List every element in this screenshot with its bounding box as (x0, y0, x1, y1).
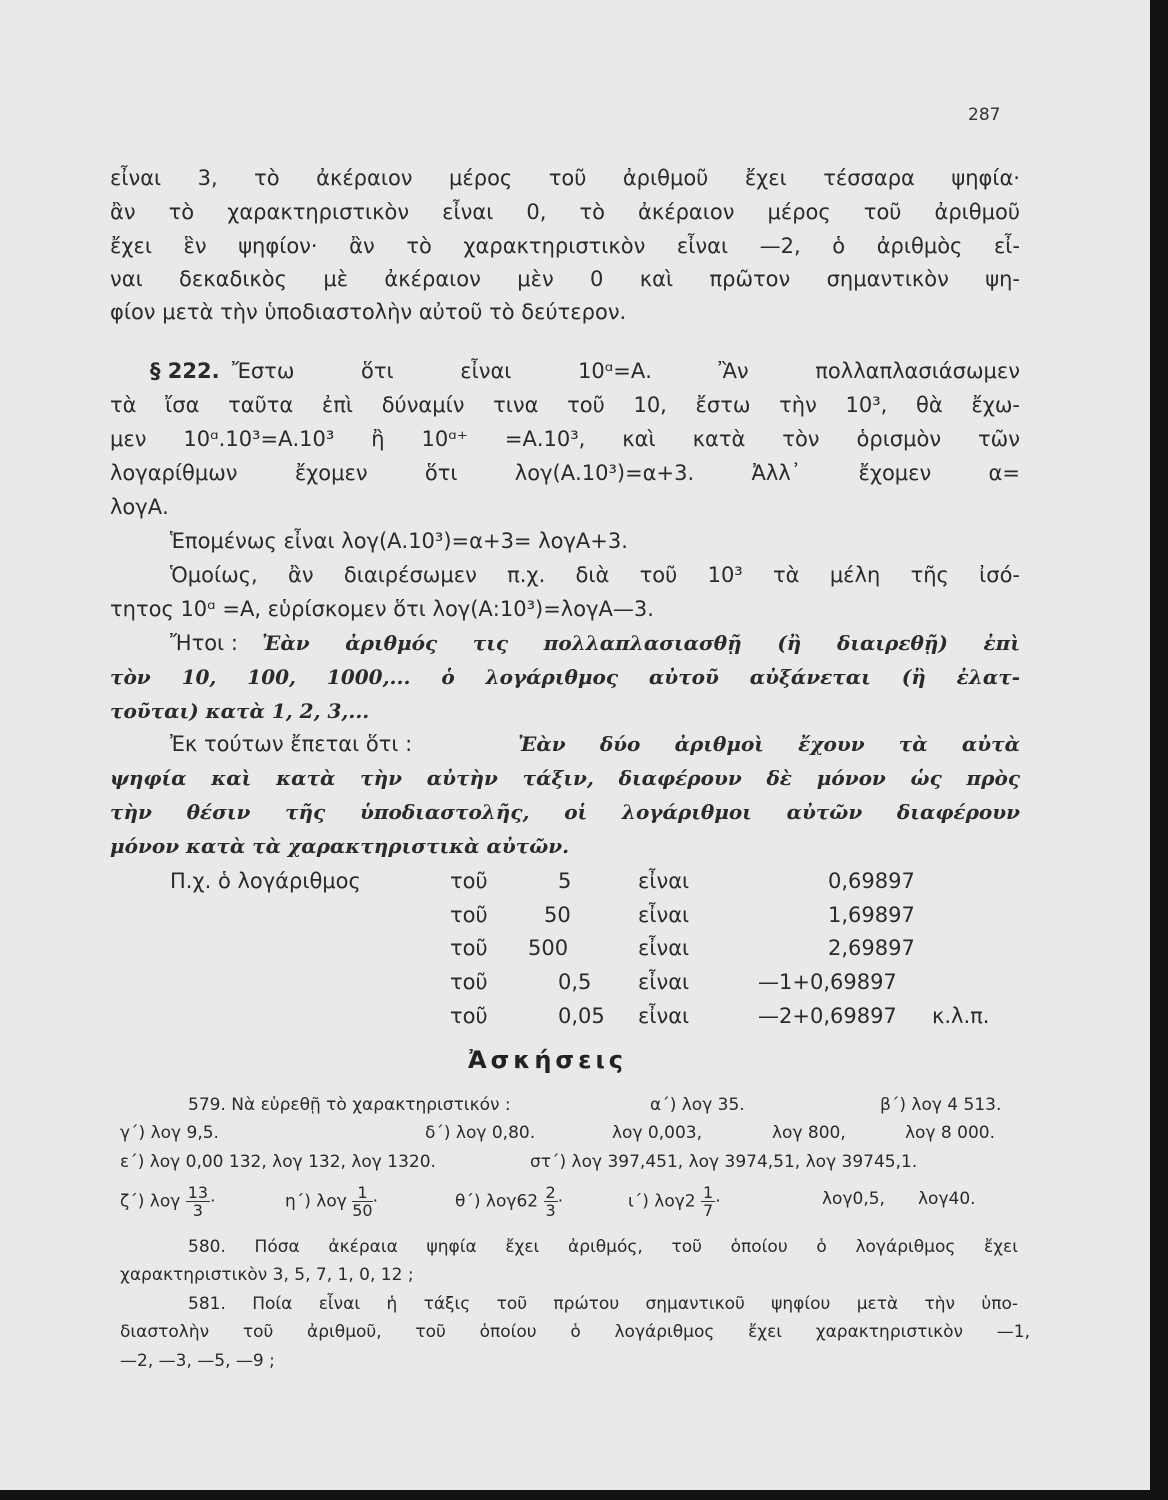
cell-einai: εἶναι (638, 970, 690, 994)
fraction (544, 1184, 558, 1219)
text-line: ἔχει ἓν ψηφίον· ἂν τὸ χαρακτηριστικὸν εἶναι —2, ὁ ἀριθμὸς εἶ- (110, 234, 1020, 258)
exercise-text: 581. Ποία εἶναι ἡ τάξις τοῦ πρώτου σημαντικοῦ ψηφίου μετὰ τὴν ὑπο- (188, 1294, 1018, 1314)
cell-number: 500 (528, 936, 569, 960)
denominator: 3 (545, 1201, 556, 1220)
text-line: ἂν τὸ χαρακτηριστικὸν εἶναι 0, τὸ ἀκέραιον μέρος τοῦ ἀριθμοῦ (110, 200, 1020, 224)
cell-einai: εἶναι (638, 903, 690, 927)
cell-value: 2,69897 (828, 936, 915, 960)
exercise-text: διαστολὴν τοῦ ἀριθμοῦ, τοῦ ὁποίου ὁ λογάριθμος ἔχει χαρακτηριστικὸν —1, (120, 1322, 1030, 1342)
scan-edge-bottom (0, 1490, 1168, 1500)
cell-einai: εἶναι (638, 869, 690, 893)
cell-value: 0,69897 (828, 869, 915, 893)
exercise-fraction-line: ζ΄) λογ $\frac{13}{3}$ · (120, 1183, 216, 1220)
cell-number: 50 (544, 903, 571, 927)
exercise-text: η΄) λογ (285, 1191, 347, 1212)
exercise-text: ζ΄) λογ (120, 1191, 181, 1212)
cell-extra: κ.λ.π. (932, 1004, 990, 1028)
rule-line: μόνον κατὰ τὰ χαρακτηριστικὰ αὐτῶν. (110, 834, 570, 858)
scan-edge-right (1150, 0, 1168, 1500)
rule-prefix: Ἐκ τούτων ἔπεται ὅτι : (170, 732, 413, 756)
section-label: § 222. (150, 359, 220, 383)
rule-line: τὸν 10, 100, 1000,... ὁ λογάριθμος αὐτοῦ αὐξάνεται (ἢ ἐλατ- (110, 665, 1020, 689)
cell-tou: τοῦ (450, 1004, 488, 1028)
cell-einai: εἶναι (638, 936, 690, 960)
rule-line: τὴν θέσιν τῆς ὑποδιαστολῆς, οἱ λογάριθμοι αὐτῶν διαφέρουν (110, 800, 1020, 824)
text-line: τὰ ἴσα ταῦτα ἐπὶ δύναμίν τινα τοῦ 10, ἔστω τὴν 10³, θὰ ἔχω- (110, 393, 1020, 417)
exercise-text: λογ 8 000. (905, 1123, 995, 1143)
exercise-text: 580. Πόσα ἀκέραια ψηφία ἔχει ἀριθμός, τοῦ ὁποίου ὁ λογάριθμος ἔχει (188, 1237, 1018, 1257)
rule-line: ψηφία καὶ κατὰ τὴν αὐτὴν τάξιν, διαφέρουν δὲ μόνον ὡς πρὸς (110, 766, 1020, 790)
cell-tou: τοῦ (450, 970, 488, 994)
rule-prefix: Ἤτοι : (170, 631, 238, 655)
table-intro: Π.χ. ὁ λογάριθμος (170, 869, 361, 893)
cell-tou: τοῦ (450, 869, 488, 893)
exercise-text: α΄) λογ 35. (650, 1095, 745, 1115)
cell-value: —1+0,69897 (758, 970, 897, 994)
text-line: λογαρίθμων ἔχομεν ὅτι λογ(Α.10³)=α+3. Ἀλλ᾽ ἔχομεν α= (110, 461, 1020, 485)
exercises-heading: Ἀσκήσεις (468, 1046, 628, 1074)
exercise-text: στ΄) λογ 397,451, λογ 3974,51, λογ 39745,1. (530, 1152, 918, 1172)
text-line: Ἑπομένως εἶναι λογ(Α.10³)=α+3= λογΑ+3. (170, 529, 628, 553)
rule-line: Ἐὰν ἀριθμός τις πολλαπλασιασθῇ (ἢ διαιρεθῇ) ἐπὶ (262, 631, 1020, 655)
exercise-text: β΄) λογ 4 513. (880, 1095, 1002, 1115)
exercise-text: —2, —3, —5, —9 ; (120, 1351, 275, 1371)
exercise-text: λογ 0,003, (612, 1123, 702, 1143)
cell-value: 1,69897 (828, 903, 915, 927)
rule-line: τοῦται) κατὰ 1, 2, 3,... (110, 699, 370, 723)
exercise-fraction-line: η΄) λογ $\frac{1}{50}$ · (285, 1183, 379, 1220)
exercise-text: 579. Νὰ εὑρεθῇ τὸ χαρακτηριστικόν : (188, 1095, 511, 1115)
cell-number: 0,05 (558, 1004, 605, 1028)
fraction (186, 1184, 210, 1219)
numerator: 13 (187, 1183, 209, 1202)
numerator: 1 (703, 1183, 714, 1202)
exercise-text: ι΄) λογ2 (628, 1191, 696, 1212)
cell-tou: τοῦ (450, 903, 488, 927)
denominator: 50 (352, 1201, 373, 1220)
exercise-text: ε΄) λογ 0,00 132, λογ 132, λογ 1320. (120, 1152, 436, 1172)
text-line: τητος 10ᵅ =Α, εὑρίσκομεν ὅτι λογ(Α:10³)=λογΑ—3. (110, 597, 654, 621)
cell-einai: εἶναι (638, 1004, 690, 1028)
text-line: Ἔστω ὅτι εἶναι 10ᵅ=Α. Ἂν πολλαπλασιάσωμεν (232, 359, 1020, 383)
numerator: 2 (545, 1183, 556, 1202)
text-line: μεν 10ᵅ.10³=Α.10³ ἢ 10ᵅ⁺ =Α.10³, καὶ κατὰ τὸν ὁρισμὸν τῶν (110, 427, 1020, 451)
exercise-fraction-line: θ΄) λογ62 $\frac{2}{3}$ · (455, 1183, 564, 1220)
text-line: εἶναι 3, τὸ ἀκέραιον μέρος τοῦ ἀριθμοῦ ἔχει τέσσαρα ψηφία· (110, 166, 1020, 190)
cell-number: 5 (558, 869, 572, 893)
cell-number: 0,5 (558, 970, 592, 994)
fraction (701, 1184, 715, 1219)
exercise-text: χαρακτηριστικὸν 3, 5, 7, 1, 0, 12 ; (120, 1265, 414, 1285)
exercise-text: λογ0,5, (822, 1189, 885, 1209)
rule-line: Ἐὰν δύο ἀριθμοὶ ἔχουν τὰ αὐτὰ (518, 732, 1020, 756)
cell-tou: τοῦ (450, 936, 488, 960)
exercise-text: δ΄) λογ 0,80. (425, 1123, 536, 1143)
page-number: 287 (968, 105, 1001, 125)
exercise-text: λογ40. (918, 1189, 976, 1209)
text-line: Ὁμοίως, ἂν διαιρέσωμεν π.χ. διὰ τοῦ 10³ τὰ μέλη τῆς ἰσό- (170, 563, 1020, 587)
numerator: 1 (352, 1184, 372, 1202)
exercise-text: λογ 800, (772, 1123, 846, 1143)
denominator: 3 (192, 1201, 203, 1220)
denominator: 7 (703, 1201, 714, 1220)
text-line: λογΑ. (110, 495, 169, 519)
text-line: ναι δεκαδικὸς μὲ ἀκέραιον μὲν 0 καὶ πρῶτον σημαντικὸν ψη- (110, 267, 1020, 291)
exercise-text: γ΄) λογ 9,5. (120, 1123, 219, 1143)
exercise-fraction-line: ι΄) λογ2 $\frac{1}{7}$ · (628, 1183, 721, 1220)
fraction (352, 1184, 372, 1219)
text-line: φίον μετὰ τὴν ὑποδιαστολὴν αὐτοῦ τὸ δεύτερον. (110, 300, 627, 324)
exercise-text: θ΄) λογ62 (455, 1191, 539, 1212)
cell-value: —2+0,69897 (758, 1004, 897, 1028)
